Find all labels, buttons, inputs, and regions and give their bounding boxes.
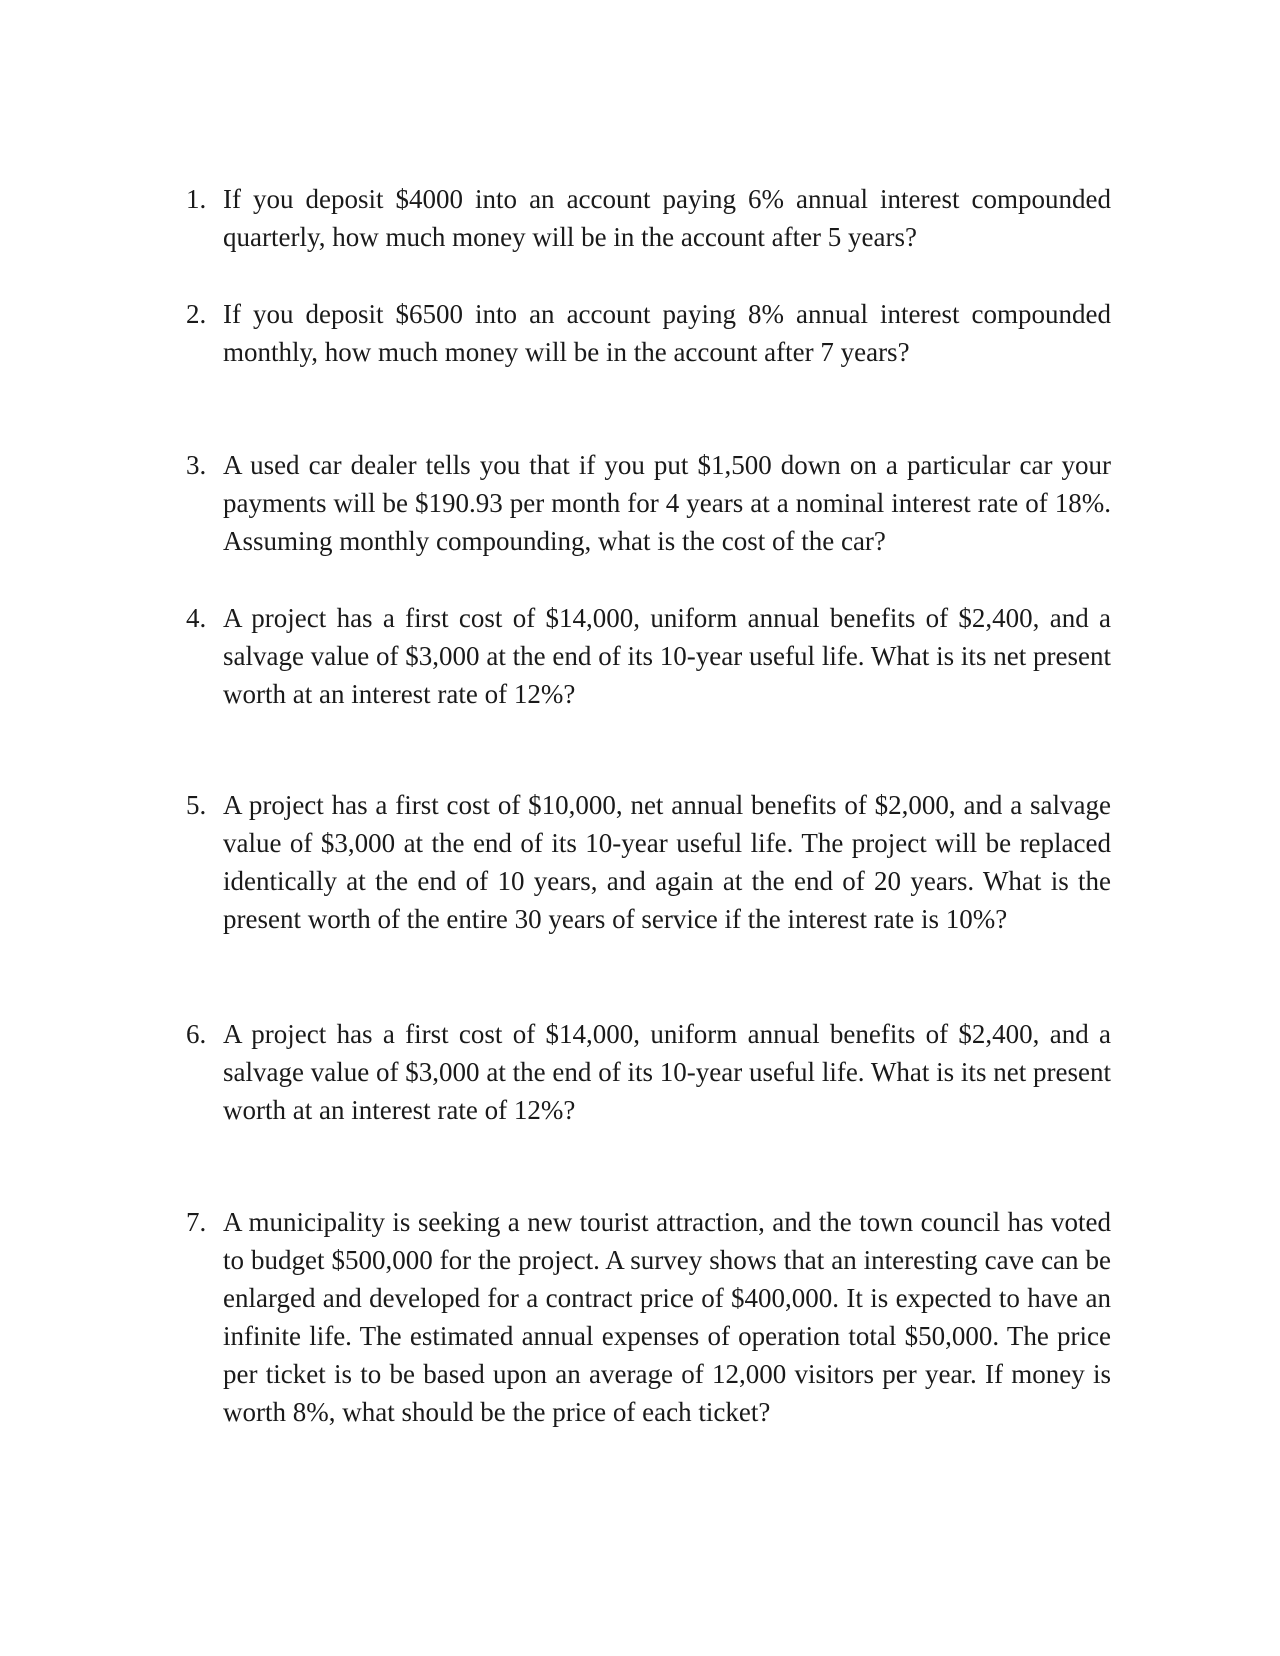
question-text: If you deposit $4000 into an account paying 6% annual interest compounded quarterly, how much money will be in the account after 5 years?	[223, 184, 1111, 252]
question-item	[186, 599, 1111, 713]
question-text: A project has a first cost of $10,000, net annual benefits of $2,000, and a salvage value of $3,000 at the end of its 10-year useful life. The project will be replaced identically at the end of 10 years, and again at the end of 20 years. What is the present worth of the entire 30 years of service if the interest rate is 10%?	[223, 790, 1111, 934]
question-item	[186, 446, 1111, 560]
question-number: 4.	[186, 603, 207, 633]
question-text: A municipality is seeking a new tourist attraction, and the town council has voted to budget $500,000 for the project. A survey shows that an interesting cave can be enlarged and developed for a contract price of $400,000. It is expected to have an infinite life. The estimated annual expenses of operation total $50,000. The price per ticket is to be based upon an average of 12,000 visitors per year. If money is worth 8%, what should be the price of each ticket?	[223, 1207, 1111, 1427]
question-item	[186, 180, 1111, 256]
question-number: 6.	[186, 1019, 207, 1049]
question-text: A used car dealer tells you that if you put $1,500 down on a particular car your payments will be $190.93 per month for 4 years at a nominal interest rate of 18%. Assuming monthly compounding, what is the cost of the car?	[223, 450, 1111, 556]
question-number: 5.	[186, 790, 207, 820]
question-item	[186, 1015, 1111, 1129]
question-number: 1.	[186, 184, 207, 214]
question-text: A project has a first cost of $14,000, uniform annual benefits of $2,400, and a salvage value of $3,000 at the end of its 10-year useful life. What is its net present worth at an interest rate of 12%?	[223, 603, 1111, 709]
question-item	[186, 295, 1111, 371]
question-number: 3.	[186, 450, 207, 480]
question-text: A project has a first cost of $14,000, uniform annual benefits of $2,400, and a salvage value of $3,000 at the end of its 10-year useful life. What is its net present worth at an interest rate of 12%?	[223, 1019, 1111, 1125]
question-item	[186, 786, 1111, 938]
question-item	[186, 1203, 1111, 1431]
question-text: If you deposit $6500 into an account paying 8% annual interest compounded monthly, how much money will be in the account after 7 years?	[223, 299, 1111, 367]
question-number: 7.	[186, 1207, 207, 1237]
question-number: 2.	[186, 299, 207, 329]
